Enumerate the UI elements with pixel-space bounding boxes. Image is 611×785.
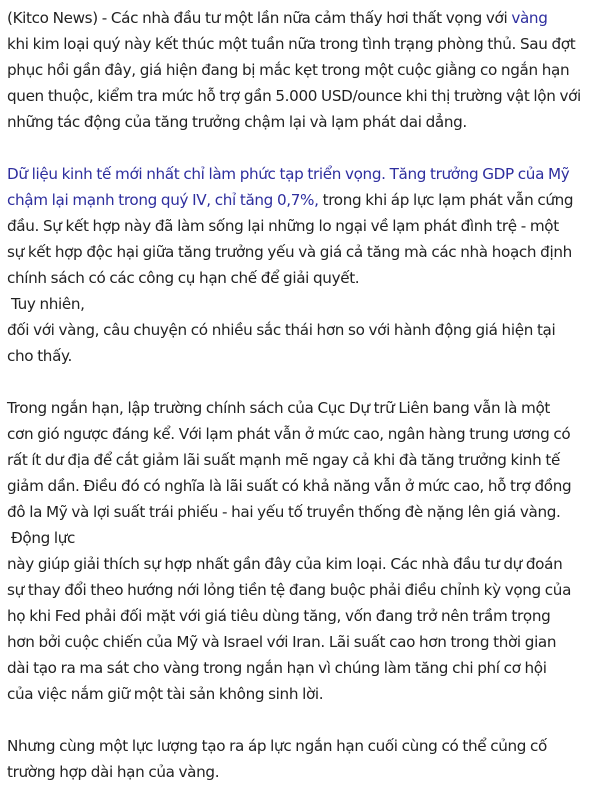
paragraph-spacer — [7, 707, 603, 733]
paragraph-text: cơn gió ngược đáng kể. Với lạm phát vẫn ở mức cao, ngân hàng trung ương có — [7, 425, 571, 443]
paragraph-text: Nhưng cùng một lực lượng tạo ra áp lực ngắn hạn cuối cùng có thể củng cố — [7, 737, 547, 755]
gdp-data-link[interactable]: Dữ liệu kinh tế mới nhất chỉ làm phức tạp triển vọng. Tăng trưởng GDP của Mỹ — [7, 165, 570, 183]
gold-link[interactable]: vàng — [511, 9, 548, 27]
paragraph-text: trường hợp dài hạn của vàng. — [7, 763, 220, 781]
paragraph-text: (Kitco News) - Các nhà đầu tư một lần nữa cảm thấy hơi thất vọng với — [7, 9, 512, 27]
paragraph-spacer — [7, 135, 603, 161]
gdp-data-link-cont[interactable]: chậm lại mạnh trong quý IV, chỉ tăng 0,7%, — [7, 191, 319, 209]
paragraph-text: đối với vàng, câu chuyện có nhiều sắc thái hơn so với hành động giá hiện tại — [7, 321, 556, 339]
paragraph-text: rất ít dư địa để cắt giảm lãi suất mạnh mẽ ngay cả khi đà tăng trưởng kinh tế — [7, 451, 560, 469]
paragraph-text: sự thay đổi theo hướng nới lỏng tiền tệ đang buộc phải điều chỉnh kỳ vọng của — [7, 581, 572, 599]
paragraph-text: Trong ngắn hạn, lập trường chính sách của Cục Dự trữ Liên bang vẫn là một — [7, 399, 551, 417]
paragraph-text: sự kết hợp độc hại giữa tăng trưởng yếu và giá cả tăng mà các nhà hoạch định — [7, 243, 572, 261]
paragraph-text: quen thuộc, kiểm tra mức hỗ trợ gần 5.000 USD/ounce khi thị trường vật lộn với — [7, 87, 581, 105]
paragraph-text: chính sách có các công cụ hạn chế để giải quyết. — [7, 269, 360, 287]
paragraph-text: đô la Mỹ và lợi suất trái phiếu - hai yếu tố truyền thống đè nặng lên giá vàng. — [7, 503, 561, 521]
paragraph-text: giảm dần. Điều đó có nghĩa là lãi suất có khả năng vẫn ở mức cao, hỗ trợ đồng — [7, 477, 572, 495]
paragraph-text: của việc nắm giữ một tài sản không sinh lời. — [7, 685, 324, 703]
paragraph-text: Tuy nhiên, — [7, 295, 85, 313]
paragraph-text: họ khi Fed phải đối mặt với giá tiêu dùng tăng, vốn đang trở nên trầm trọng — [7, 607, 551, 625]
paragraph-text: này giúp giải thích sự hợp nhất gần đây của kim loại. Các nhà đầu tư dự đoán — [7, 555, 563, 573]
paragraph-intro — [7, 5, 603, 135]
paragraph-text: khi kim loại quý này kết thúc một tuần nữa trong tình trạng phòng thủ. Sau đợt — [7, 35, 576, 53]
paragraph-text: trong khi áp lực lạm phát vẫn cứng — [318, 191, 574, 209]
paragraph-text: đầu. Sự kết hợp này đã làm sống lại những lo ngại về lạm phát đình trệ - một — [7, 217, 559, 235]
paragraph-gdp — [7, 161, 603, 369]
paragraph-text: dài tạo ra ma sát cho vàng trong ngắn hạn vì chúng làm tăng chi phí cơ hội — [7, 659, 547, 677]
paragraph-text: phục hồi gần đây, giá hiện đang bị mắc kẹt trong một cuộc giằng co ngắn hạn — [7, 61, 570, 79]
paragraph-text: những tác động của tăng trưởng chậm lại và lạm phát dai dẳng. — [7, 113, 467, 131]
paragraph-fed-policy — [7, 395, 603, 707]
paragraph-text: Động lực — [7, 529, 76, 547]
paragraph-text: hơn bởi cuộc chiến của Mỹ và Israel với Iran. Lãi suất cao hơn trong thời gian — [7, 633, 557, 651]
paragraph-spacer — [7, 369, 603, 395]
paragraph-text: cho thấy. — [7, 347, 72, 365]
